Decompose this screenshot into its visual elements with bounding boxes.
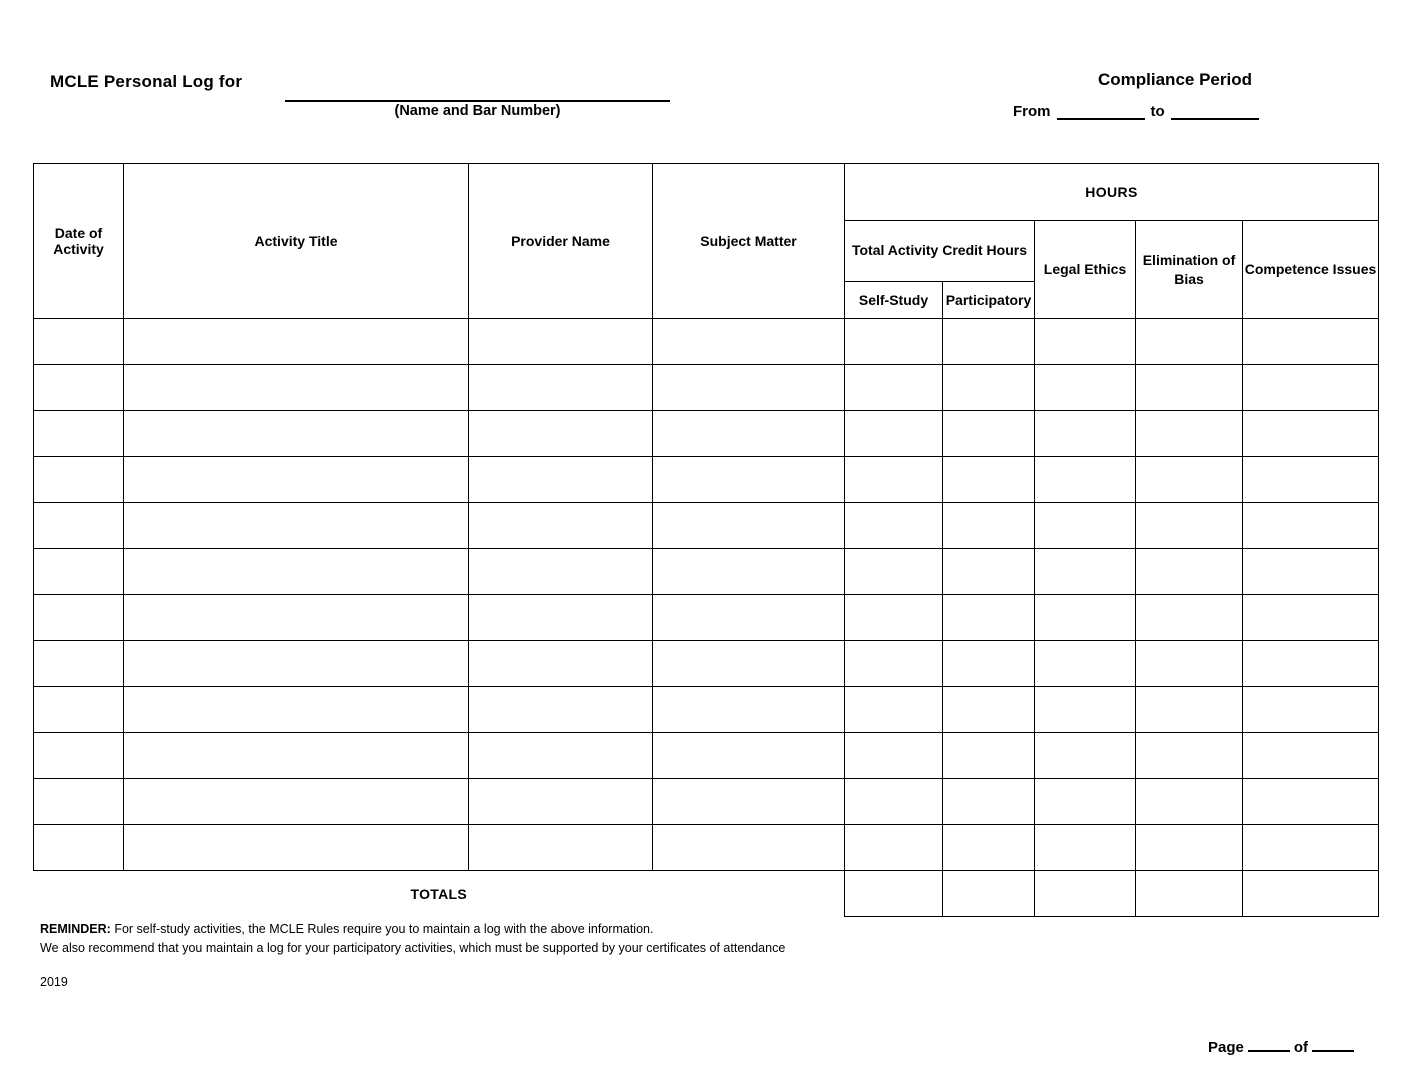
cell-elimination-of-bias[interactable] [1136,503,1243,549]
name-and-bar-number-field[interactable] [285,100,670,102]
table-row [34,641,1379,687]
cell-legal-ethics[interactable] [1035,825,1136,871]
cell-subject-matter[interactable] [653,825,845,871]
table-row [34,779,1379,825]
reminder-text-1: For self-study activities, the MCLE Rules require you to maintain a log with the above information. [110,922,654,936]
col-header-participatory: Participatory [943,282,1035,319]
totals-elimination-of-bias[interactable] [1136,871,1243,917]
table-row [34,411,1379,457]
cell-self-study[interactable] [845,595,943,641]
cell-subject-matter[interactable] [653,457,845,503]
name-and-bar-number-caption: (Name and Bar Number) [394,103,561,119]
totals-competence-issues[interactable] [1243,871,1379,917]
page-number-row [1208,1036,1358,1056]
cell-self-study[interactable] [845,503,943,549]
form-header [0,60,1408,140]
compliance-from-field[interactable] [1057,102,1145,120]
cell-self-study[interactable] [845,733,943,779]
compliance-period-row [1013,102,1265,120]
cell-elimination-of-bias[interactable] [1136,779,1243,825]
cell-legal-ethics[interactable] [1035,319,1136,365]
totals-label: TOTALS [410,885,467,902]
cell-self-study[interactable] [845,319,943,365]
cell-competence-issues[interactable] [1243,411,1379,457]
cell-provider-name[interactable] [469,779,653,825]
table-row [34,595,1379,641]
cell-activity-title[interactable] [124,549,469,595]
form-footer [40,920,1370,989]
cell-participatory[interactable] [943,365,1035,411]
cell-legal-ethics[interactable] [1035,365,1136,411]
cell-participatory[interactable] [943,641,1035,687]
cell-self-study[interactable] [845,365,943,411]
cell-provider-name[interactable] [469,825,653,871]
cell-legal-ethics[interactable] [1035,779,1136,825]
col-header-self-study: Self-Study [845,282,943,319]
cell-activity-title[interactable] [124,319,469,365]
cell-participatory[interactable] [943,503,1035,549]
cell-participatory[interactable] [943,779,1035,825]
cell-self-study[interactable] [845,549,943,595]
cell-legal-ethics[interactable] [1035,411,1136,457]
cell-legal-ethics[interactable] [1035,549,1136,595]
cell-competence-issues[interactable] [1243,641,1379,687]
cell-self-study[interactable] [845,687,943,733]
totals-participatory[interactable] [943,871,1035,917]
cell-subject-matter[interactable] [653,549,845,595]
cell-self-study[interactable] [845,825,943,871]
cell-provider-name[interactable] [469,365,653,411]
table-row [34,825,1379,871]
totals-legal-ethics[interactable] [1035,871,1136,917]
cell-competence-issues[interactable] [1243,365,1379,411]
cell-elimination-of-bias[interactable] [1136,733,1243,779]
totals-self-study[interactable] [845,871,943,917]
cell-date[interactable] [34,733,124,779]
cell-subject-matter[interactable] [653,365,845,411]
cell-subject-matter[interactable] [653,319,845,365]
totals-row [34,871,1379,917]
table-row [34,365,1379,411]
table-row [34,503,1379,549]
cell-activity-title[interactable] [124,503,469,549]
cell-legal-ethics[interactable] [1035,503,1136,549]
cell-date[interactable] [34,825,124,871]
cell-elimination-of-bias[interactable] [1136,595,1243,641]
cell-date[interactable] [34,319,124,365]
cell-competence-issues[interactable] [1243,457,1379,503]
cell-provider-name[interactable] [469,411,653,457]
cell-date[interactable] [34,411,124,457]
cell-competence-issues[interactable] [1243,595,1379,641]
cell-activity-title[interactable] [124,365,469,411]
cell-elimination-of-bias[interactable] [1136,687,1243,733]
cell-subject-matter[interactable] [653,641,845,687]
cell-competence-issues[interactable] [1243,687,1379,733]
cell-subject-matter[interactable] [653,687,845,733]
cell-participatory[interactable] [943,733,1035,779]
cell-legal-ethics[interactable] [1035,595,1136,641]
cell-activity-title[interactable] [124,825,469,871]
cell-date[interactable] [34,365,124,411]
table-row [34,319,1379,365]
from-label: From [1013,103,1051,120]
cell-activity-title[interactable] [124,595,469,641]
cell-legal-ethics[interactable] [1035,733,1136,779]
cell-provider-name[interactable] [469,595,653,641]
cell-date[interactable] [34,503,124,549]
col-header-activity-title: Activity Title [124,164,469,319]
table-body [34,319,1379,917]
cell-activity-title[interactable] [124,457,469,503]
cell-competence-issues[interactable] [1243,319,1379,365]
cell-activity-title[interactable] [124,779,469,825]
cell-subject-matter[interactable] [653,503,845,549]
cell-elimination-of-bias[interactable] [1136,549,1243,595]
cell-provider-name[interactable] [469,319,653,365]
cell-provider-name[interactable] [469,503,653,549]
cell-participatory[interactable] [943,825,1035,871]
page-number-field[interactable] [1248,1036,1290,1052]
cell-participatory[interactable] [943,687,1035,733]
table-row [34,733,1379,779]
page-title: MCLE Personal Log for [50,72,243,91]
cell-legal-ethics[interactable] [1035,641,1136,687]
cell-provider-name[interactable] [469,687,653,733]
col-header-hours-group: HOURS [845,164,1379,221]
cell-self-study[interactable] [845,779,943,825]
cell-subject-matter[interactable] [653,595,845,641]
compliance-period-title: Compliance Period [1098,70,1252,89]
cell-date[interactable] [34,595,124,641]
cell-elimination-of-bias[interactable] [1136,641,1243,687]
cell-elimination-of-bias[interactable] [1136,319,1243,365]
col-header-competence-issues: Competence Issues [1243,221,1379,319]
cell-legal-ethics[interactable] [1035,457,1136,503]
cell-elimination-of-bias[interactable] [1136,411,1243,457]
cell-date[interactable] [34,457,124,503]
compliance-to-field[interactable] [1171,102,1259,120]
cell-elimination-of-bias[interactable] [1136,825,1243,871]
cell-participatory[interactable] [943,549,1035,595]
cell-subject-matter[interactable] [653,733,845,779]
col-header-elimination-of-bias: Elimination of Bias [1136,221,1243,319]
cell-activity-title[interactable] [124,687,469,733]
cell-self-study[interactable] [845,457,943,503]
cell-competence-issues[interactable] [1243,503,1379,549]
cell-self-study[interactable] [845,411,943,457]
cell-subject-matter[interactable] [653,411,845,457]
reminder-line-1 [40,920,1370,939]
cell-provider-name[interactable] [469,457,653,503]
col-header-legal-ethics: Legal Ethics [1035,221,1136,319]
cell-competence-issues[interactable] [1243,779,1379,825]
cell-legal-ethics[interactable] [1035,687,1136,733]
col-header-date-of-activity: Date of Activity [34,164,124,319]
table-row [34,687,1379,733]
table-row [34,457,1379,503]
cell-date[interactable] [34,687,124,733]
cell-date[interactable] [34,641,124,687]
col-header-total-activity-credit-hours: Total Activity Credit Hours [845,221,1035,282]
cell-activity-title[interactable] [124,641,469,687]
col-header-subject-matter: Subject Matter [653,164,845,319]
cell-activity-title[interactable] [124,733,469,779]
of-label: of [1293,1039,1308,1056]
cell-participatory[interactable] [943,457,1035,503]
col-header-provider-name: Provider Name [469,164,653,319]
form-year: 2019 [40,974,68,989]
cell-participatory[interactable] [943,411,1035,457]
cell-provider-name[interactable] [469,733,653,779]
table-header-row-1 [34,164,1379,221]
reminder-lead: REMINDER: [40,922,111,936]
to-label: to [1150,103,1165,120]
cell-elimination-of-bias[interactable] [1136,365,1243,411]
cell-participatory[interactable] [943,595,1035,641]
mcle-log-table [33,163,1379,917]
reminder-line-2: We also recommend that you maintain a log for your participatory activities, which must be supported by your certificates of attendance [40,941,786,956]
cell-elimination-of-bias[interactable] [1136,457,1243,503]
page-total-field[interactable] [1312,1036,1354,1052]
page-label: Page [1207,1039,1244,1056]
cell-provider-name[interactable] [469,641,653,687]
cell-activity-title[interactable] [124,411,469,457]
cell-competence-issues[interactable] [1243,825,1379,871]
cell-date[interactable] [34,779,124,825]
cell-provider-name[interactable] [469,549,653,595]
cell-participatory[interactable] [943,319,1035,365]
table-row [34,549,1379,595]
cell-competence-issues[interactable] [1243,549,1379,595]
cell-self-study[interactable] [845,641,943,687]
cell-competence-issues[interactable] [1243,733,1379,779]
cell-date[interactable] [34,549,124,595]
cell-subject-matter[interactable] [653,779,845,825]
